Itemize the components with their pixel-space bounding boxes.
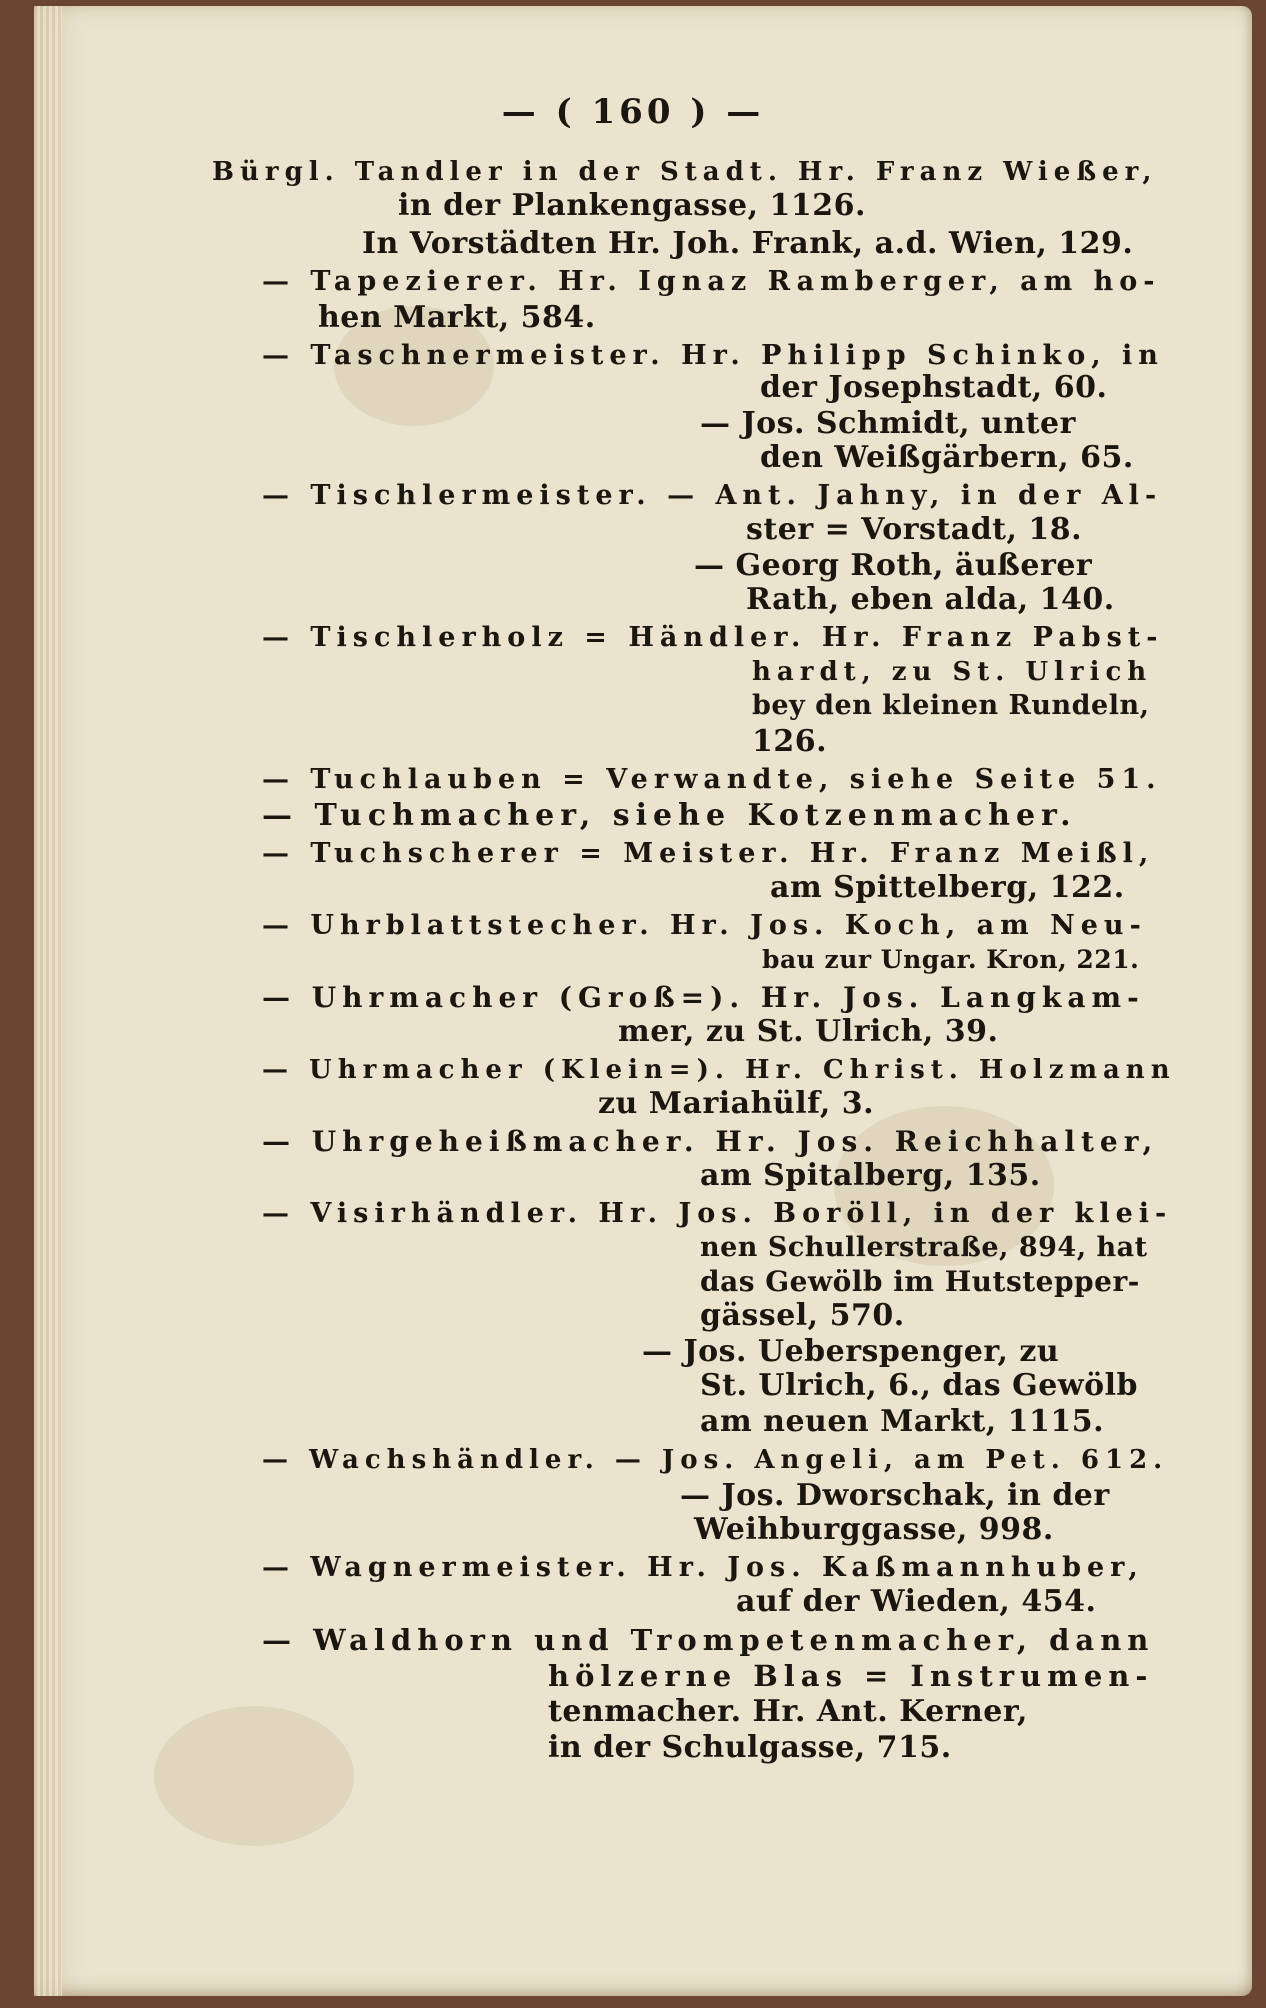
entry-line: — Taschnermeister. Hr. Philipp Schinko, in <box>262 340 1164 371</box>
entry-line: — Uhrmacher (Klein=). Hr. Christ. Holzmann <box>262 1055 1176 1085</box>
entry-line: am Spittelberg, 122. <box>770 870 1125 905</box>
entry-line: Rath, eben alda, 140. <box>746 582 1115 617</box>
entry-line: nen Schullerstraße, 894, hat <box>700 1232 1148 1263</box>
entry-line: bau zur Ungar. Kron, 221. <box>762 945 1140 974</box>
entry-line: — Uhrgeheißmacher. Hr. Jos. Reichhalter, <box>262 1125 1159 1158</box>
entry-line: — Tuchlauben = Verwandte, siehe Seite 51. <box>262 764 1162 795</box>
entry-line: mer, zu St. Ulrich, 39. <box>618 1014 999 1049</box>
entry-line: zu Mariahülf, 3. <box>598 1086 875 1121</box>
entry-line: hen Markt, 584. <box>318 300 596 335</box>
entry-line: bey den kleinen Rundeln, <box>752 690 1150 721</box>
entry-line: — Visirhändler. Hr. Jos. Boröll, in der klei- <box>262 1198 1173 1229</box>
entry-line: Weihburggasse, 998. <box>694 1512 1054 1547</box>
entry-line: — Uhrmacher (Groß=). Hr. Jos. Langkam- <box>262 981 1145 1014</box>
entry-line: — Tischlermeister. — Ant. Jahny, in der Al- <box>262 480 1163 511</box>
entry-line: — Uhrblattstecher. Hr. Jos. Koch, am Neu- <box>262 910 1147 941</box>
entry-line: — Tapezierer. Hr. Ignaz Ramberger, am ho- <box>262 266 1161 297</box>
entry-line: auf der Wieden, 454. <box>736 1584 1097 1619</box>
entry-line: — Tuchmacher, siehe Kotzenmacher. <box>262 798 1077 833</box>
entry-line: In Vorstädten Hr. Joh. Frank, a.d. Wien, 129. <box>362 226 1134 261</box>
entry-line: — Jos. Schmidt, unter <box>700 406 1076 441</box>
entry-line: — Tuchscherer = Meister. Hr. Franz Meißl, <box>262 838 1155 869</box>
entry-line: — Wagnermeister. Hr. Jos. Kaßmannhuber, <box>262 1552 1144 1583</box>
entry-line: — Wachshändler. — Jos. Angeli, am Pet. 612. <box>262 1445 1169 1475</box>
entry-line: — Jos. Dworschak, in der <box>680 1478 1110 1513</box>
entry-line: den Weißgärbern, 65. <box>760 440 1134 475</box>
entry-line: Bürgl. Tandler in der Stadt. Hr. Franz Wießer, <box>212 157 1158 187</box>
entry-line: hölzerne Blas = Instrumen- <box>548 1659 1154 1693</box>
entry-line: in der Plankengasse, 1126. <box>398 188 866 223</box>
entry-line: — Georg Roth, äußerer <box>694 548 1093 583</box>
entry-line: ster = Vorstadt, 18. <box>746 512 1083 547</box>
entry-line: — Jos. Ueberspenger, zu <box>642 1334 1060 1369</box>
entry-line: am neuen Markt, 1115. <box>700 1404 1105 1439</box>
entry-line: — Tischlerholz = Händler. Hr. Franz Pabst- <box>262 622 1164 653</box>
entry-line: der Josephstadt, 60. <box>760 370 1108 405</box>
entry-line: — Waldhorn und Trompetenmacher, dann <box>262 1623 1155 1657</box>
entry-line: tenmacher. Hr. Ant. Kerner, <box>548 1694 1028 1729</box>
page-number: — ( 160 ) — <box>501 92 765 132</box>
entry-line: 126. <box>752 724 828 759</box>
entry-line: das Gewölb im Hutstepper- <box>700 1265 1140 1298</box>
entry-line: gässel, 570. <box>700 1298 905 1333</box>
entry-line: St. Ulrich, 6., das Gewölb <box>700 1368 1139 1403</box>
entry-line: hardt, zu St. Ulrich <box>752 657 1153 687</box>
entry-line: am Spitalberg, 135. <box>700 1158 1041 1193</box>
entry-line: in der Schulgasse, 715. <box>548 1730 952 1765</box>
